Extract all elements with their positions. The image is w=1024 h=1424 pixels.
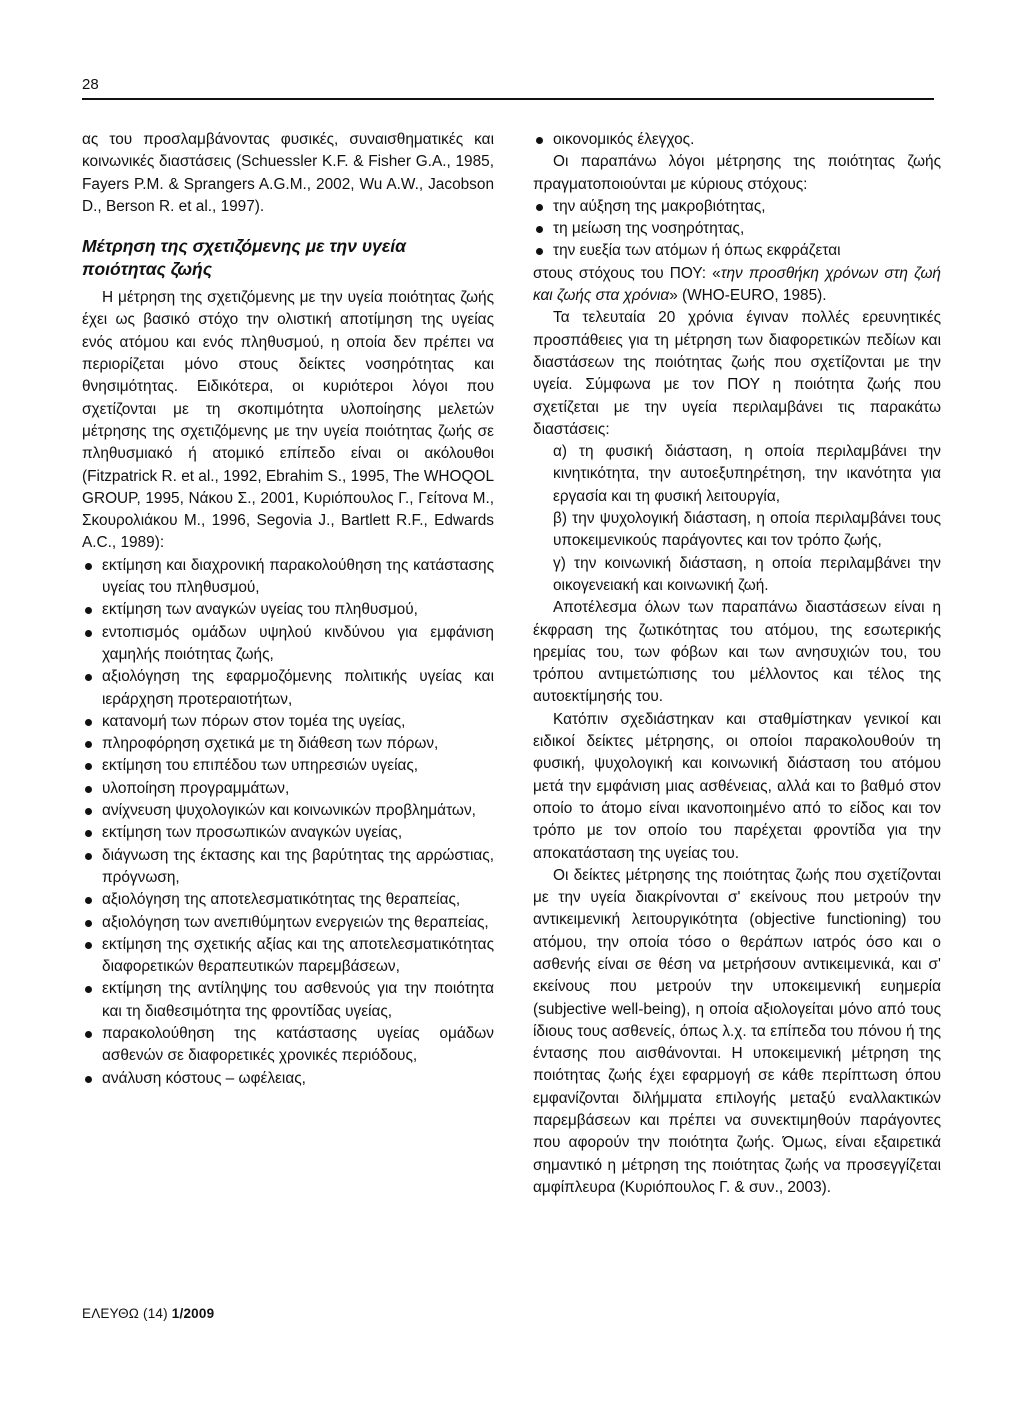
reasons-bullet-list: [82, 555, 494, 1090]
list-item: εκτίμηση της σχετικής αξίας και της αποτελεσματικότητας διαφορετικών θεραπευτικών παρεμβάσεων,: [82, 934, 494, 979]
goals-intro-paragraph: Οι παραπάνω λόγοι μέτρησης της ποιότητας ζωής πραγματοποιούνται με κύριους στόχους:: [533, 153, 941, 193]
list-item: ανίχνευση ψυχολογικών και κοινωνικών προβλημάτων,: [82, 800, 494, 822]
goals-bullet-list: [533, 196, 941, 263]
list-item: αξιολόγηση της αποτελεσματικότητας της θεραπείας,: [82, 889, 494, 911]
left-intro-paragraph: ας του προσλαμβάνοντας φυσικές, συναισθηματικές και κοινωνικές διαστάσεις (Schuessler K.F. & Fisher G.A., 1985, Fayers P.M. & Sprangers A.G.M., 2002, Wu A.W., Jacobson D., Berson R. et al., 1997).: [82, 131, 494, 215]
physical-dimension-paragraph: α) τη φυσική διάσταση, η οποία περιλαμβάνει την κινητικότητα, την αυτοεξυπηρέτηση, την ικανότητα για εργασία και τη φυσική λειτουργία,: [553, 443, 941, 505]
result-paragraph: Αποτέλεσμα όλων των παραπάνω διαστάσεων είναι η έκφραση της ζωτικότητας του ατόμου, της εσωτερικής ηρεμίας του, των φόβων και των ανησυχιών του, του τρόπου αντιμετώπισης του μέλλοντος και τέλος της αυτοεκτίμησής του.: [533, 599, 941, 706]
footer-journal-name: ΕΛΕΥΘΩ (14): [82, 1306, 172, 1321]
right-first-bullet-list: [533, 129, 941, 151]
list-item: αξιολόγηση της εφαρμοζόμενης πολιτικής υγείας και ιεράρχηση προτεραιοτήτων,: [82, 666, 494, 711]
indicators-types-paragraph: Οι δείκτες μέτρησης της ποιότητας ζωής που σχετίζονται με την υγεία διακρίνονται σ' εκείνους που μετρούν την αντικειμενική λειτουργικότητα (objective functioning) του ατόμου, την οποία τόσο ο θεράπων ιατρός όσο και ο ασθενής είναι σε θέση να μετρήσουν αντικειμενικά, και σ' εκείνους που μετρούν την υποκειμενική ευημερία (subjective well-being), η οποία αξιολογείται μόνο από τους ίδιους τους ασθενείς, όπως λ.χ. τα επίπεδα του πόνου ή της έντασης που αισθάνονται. Η υποκειμενική μέτρηση της ποιότητας ζωής έχει εφαρμογή σε κάθε περίπτωση όπου εμφανίζονται διλήμματα επιλογής μεταξύ εναλλακτικών παρεμβάσεων και πρέπει να συνεκτιμηθούν παράγοντες που αφορούν την ποιότητα ζωής. Όμως, είναι εξαιρετικά σημαντικό η μέτρηση της ποιότητας ζωής να προσεγγίζεται αμφίπλευρα (Κυριόπουλος Γ. & συν., 2003).: [533, 866, 941, 1196]
section-heading: Μέτρηση της σχετιζόμενης με την υγεία ποιότητας ζωής: [82, 236, 407, 280]
who-goals-text-before: στους στόχους του ΠΟΥ: «: [533, 264, 721, 282]
list-item: εκτίμηση των προσωπικών αναγκών υγείας,: [82, 822, 494, 844]
who-goals-paragraph: [533, 263, 941, 308]
list-item: εκτίμηση των αναγκών υγείας του πληθυσμού,: [82, 599, 494, 621]
footer-issue: 1/2009: [171, 1306, 215, 1321]
who-goals-text-after: » (WHO-EURO, 1985).: [669, 287, 827, 305]
social-dimension-paragraph: γ) την κοινωνική διάσταση, η οποία περιλαμβάνει την οικογενειακή και κοινωνική ζωή.: [553, 554, 941, 594]
left-column: [82, 129, 494, 1090]
left-body-paragraph: Η μέτρηση της σχετιζόμενης με την υγεία ποιότητας ζωής έχει ως βασικό στόχο την ολιστική αποτίμηση της υγείας ενός ατόμου και ενός πληθυσμού, η οποία δεν πρέπει να περιορίζεται μόνο στους δείκτες νοσηρότητας και θνησιμότητας. Ειδικότερα, οι κυριότεροι λόγοι που σχετίζονται με τη σκοπιμότητα υλοποίησης μελετών μέτρησης της σχετιζόμενης με την υγεία ποιότητας ζωής σε πληθυσμιακό ή ατομικό επίπεδο είναι οι ακόλουθοι (Fitzpatrick R. et al., 1992, Ebrahim S., 1995, The WHOQOL GROUP, 1995, Νάκου Σ., 2001, Κυριόπουλος Γ., Γείτονα Μ., Σκουρολιάκου Μ., 1996, Segovia J., Bartlett R.F., Edwards A.C., 1989):: [82, 289, 495, 552]
right-column: [533, 129, 941, 1199]
header-rule: [82, 98, 934, 100]
list-item: παρακολούθηση της κατάστασης υγείας ομάδων ασθενών σε διαφορετικές χρονικές περιόδους,: [82, 1023, 494, 1068]
list-item: ανάλυση κόστους – ωφέλειας,: [82, 1068, 494, 1090]
list-item: την αύξηση της μακροβιότητας,: [533, 196, 941, 218]
list-item: εκτίμηση του επιπέδου των υπηρεσιών υγείας,: [82, 755, 494, 777]
indicators-design-paragraph: Κατόπιν σχεδιάστηκαν και σταθμίστηκαν γενικοί και ειδικοί δείκτες μέτρησης, οι οποίοι παρακολουθούν τη φυσική, ψυχολογική και κοινωνική διάσταση του ατόμου μετά την εμφάνιση μιας ασθένειας, αλλά και το βαθμό στον οποίο το άτομο είναι ικανοποιημένο από το είδος και τον τρόπο με τον οποίο του παρέχεται φροντίδα για την αποκατάσταση της υγείας του.: [533, 710, 941, 862]
list-item: οικονομικός έλεγχος.: [533, 129, 941, 151]
list-item: εκτίμηση της αντίληψης του ασθενούς για την ποιότητα και τη διαθεσιμότητα της φροντίδας υγείας,: [82, 978, 494, 1023]
journal-footer: [82, 1306, 214, 1322]
research-paragraph: Τα τελευταία 20 χρόνια έγιναν πολλές ερευνητικές προσπάθειες για τη μέτρηση των διαφορετικών πεδίων και διαστάσεων της ποιότητας ζωής που σχετίζονται με την υγεία. Σύμφωνα με τον ΠΟΥ η ποιότητα ζωής που σχετίζεται με την υγεία περιλαμβάνει τις παρακάτω διαστάσεις:: [533, 309, 941, 438]
list-item: υλοποίηση προγραμμάτων,: [82, 778, 494, 800]
list-item: πληροφόρηση σχετικά με τη διάθεση των πόρων,: [82, 733, 494, 755]
list-item: τη μείωση της νοσηρότητας,: [533, 218, 941, 240]
list-item: την ευεξία των ατόμων ή όπως εκφράζεται: [533, 240, 941, 262]
list-item: κατανομή των πόρων στον τομέα της υγείας,: [82, 711, 494, 733]
page-number: 28: [82, 76, 99, 93]
list-item: διάγνωση της έκτασης και της βαρύτητας της αρρώστιας, πρόγνωση,: [82, 845, 494, 890]
list-item: εντοπισμός ομάδων υψηλού κινδύνου για εμφάνιση χαμηλής ποιότητας ζωής,: [82, 622, 494, 667]
who-goals-quote: την προσθήκη χρόνων στη ζωή και ζωής στα χρόνια: [533, 264, 941, 305]
psychological-dimension-paragraph: β) την ψυχολογική διάσταση, η οποία περιλαμβάνει τους υποκειμενικούς παράγοντες και τον τρόπο ζωής,: [553, 510, 941, 550]
list-item: εκτίμηση και διαχρονική παρακολούθηση της κατάστασης υγείας του πληθυσμού,: [82, 555, 494, 600]
list-item: αξιολόγηση των ανεπιθύμητων ενεργειών της θεραπείας,: [82, 912, 494, 934]
